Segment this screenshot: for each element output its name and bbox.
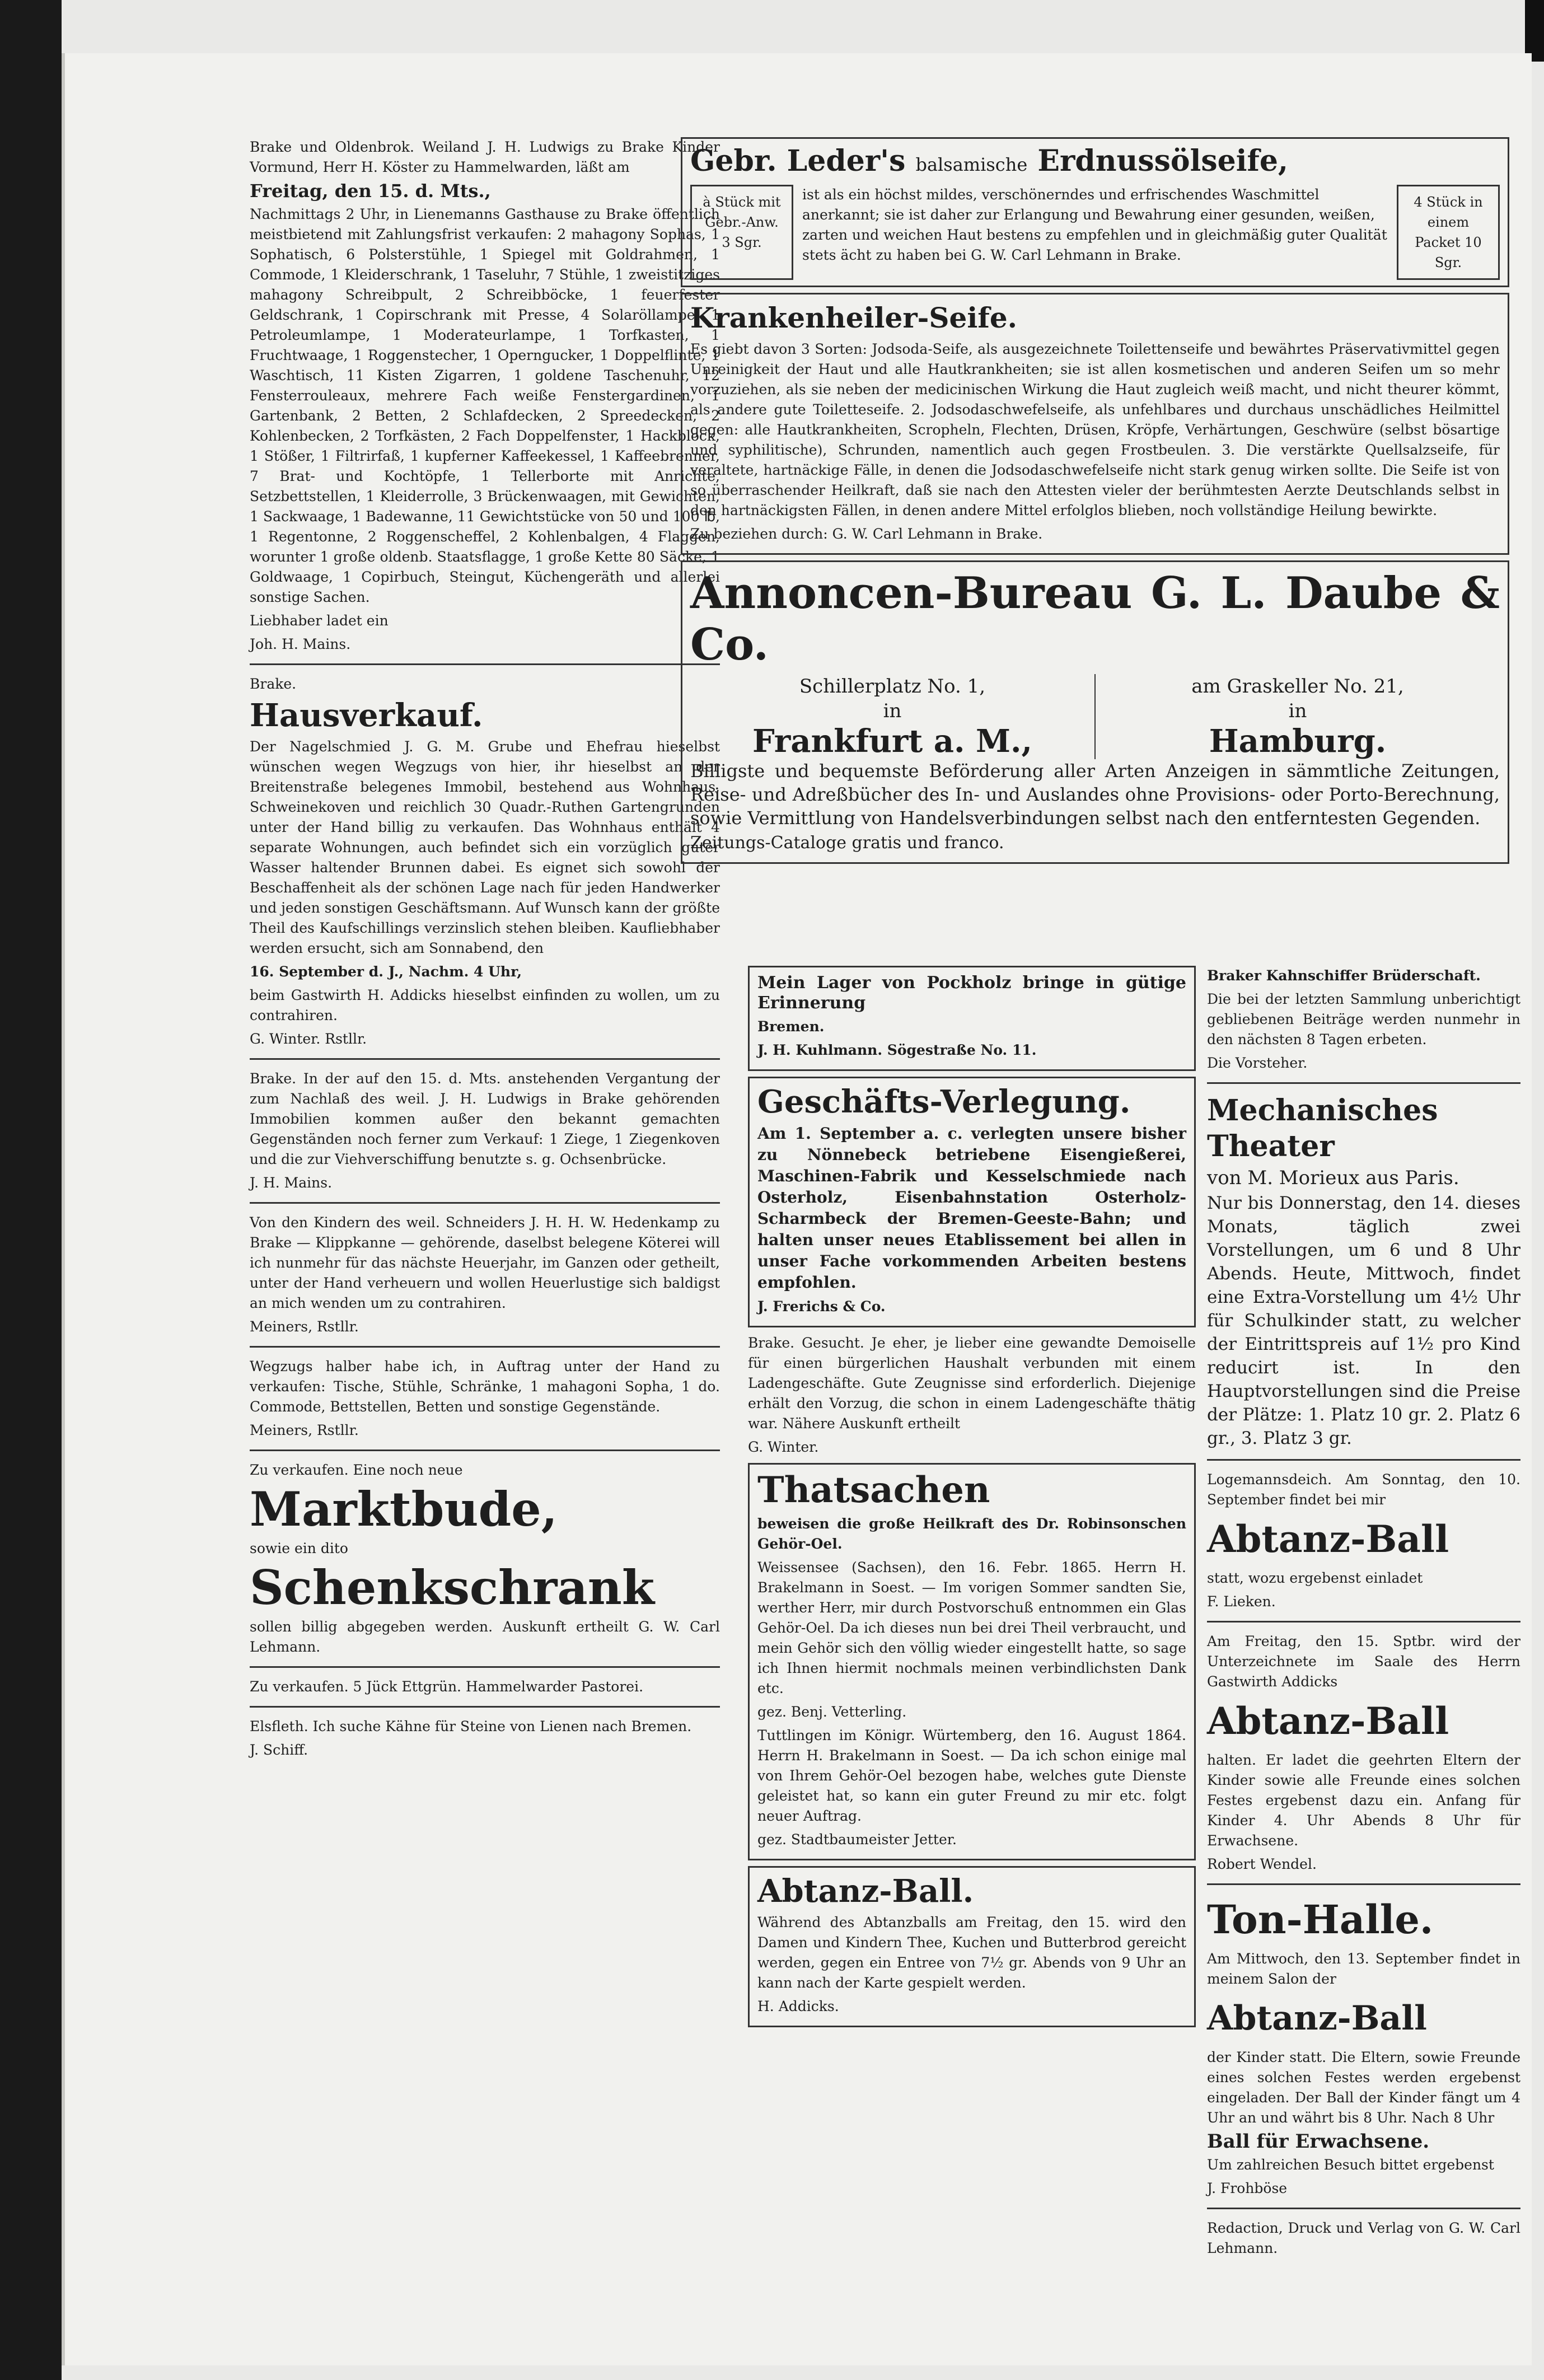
koeterei-body: Von den Kindern des weil. Schneiders J. H. H. W. Hedenkamp zu Brake — Klippkanne — gehörende, daselbst belegene Köterei will ich nunmehr für das nächste Heuerjahr, im Ganzen oder getheilt, unter der Hand verheuern und wollen Heuerlustige sich baldigst an mich wenden um zu contrahiren. bbox=[250, 1214, 720, 1311]
krankenheiler-body: Es giebt davon 3 Sorten: Jodsoda-Seife, als ausgezeichnete Toilettenseife und bewährtes Präservativmittel gegen Unreinigkeit der Haut und alle Hautkrankheiten; sie ist allen kosmetischen und anderen Seifen um so mehr vorzuziehen, als sie neben der medicinischen Wirkung die Haut zugleich weiß macht, und nicht theurer kömmt, als andere gute Toiletteseife. 2. Jodsodaschwefelseife, als unfehlbares und durchaus unschädliches Heilmittel gegen: alle Hautkrankheiten, Scropheln, Flechten, Drüsen, Kröpfe, Verhärtungen, Geschwüre (selbst bösartige und syphilitische), Schrunden, namentlich auch gegen Frostbeulen. 3. Die verstärkte Quellsalzseife, für veraltete, hartnäckige Fälle, in denen die Jodsodaschwefelseife nicht stark genug wirken sollte. Die Seife ist von so überraschender Heilkraft, daß sie nach den Attesten vieler der berühmtesten Aerzte Deutschlands selbst in den hartnäckigsten Fällen, in denen andere Mittel erfolglos blieben, noch vollständige Heilung bewirkte. bbox=[690, 341, 1500, 518]
verlegung-sign: J. Frerichs & Co. bbox=[757, 1298, 886, 1315]
vergantung-body: Brake. In der auf den 15. d. Mts. anstehenden Vergantung der zum Nachlaß des weil. J. H. Ludwigs in Brake gehörenden Immobilien kommen außer den bekannt gemachten Gegenständen noch ferner zum Verkauf: 1 Ziege, 1 Ziegenkoven und die zur Viehverschiffung benutzte s. g. Ochsenbrücke. bbox=[250, 1070, 720, 1167]
krankenheiler-ad bbox=[681, 293, 1509, 555]
elsfleth-body: Elsfleth. Ich suche Kähne für Steine von Lienen nach Bremen. bbox=[250, 1718, 692, 1734]
divider bbox=[250, 1058, 720, 1060]
left-column bbox=[250, 137, 720, 1764]
addicks-body: Während des Abtanzballs am Freitag, den 15. wird den Damen und Kindern Thee, Kuchen und Butterbrod gereicht werden, gegen ein Entree von 7½ gr. Abends von 9 Uhr an kann nach der Karte gespielt werden. bbox=[757, 1914, 1186, 1991]
koeterei-sign: Meiners, Rstllr. bbox=[250, 1318, 359, 1335]
bude-intro: Zu verkaufen. Eine noch neue bbox=[250, 1462, 463, 1478]
addicks-title: Abtanz-Ball. bbox=[757, 1873, 974, 1910]
divider bbox=[1207, 1883, 1520, 1885]
scan-corner bbox=[1525, 0, 1544, 62]
wendel-title: Abtanz-Ball bbox=[1207, 1699, 1449, 1743]
verlegung-title: Geschäfts-Verlegung. bbox=[757, 1083, 1131, 1120]
addicks-sign: H. Addicks. bbox=[757, 1998, 839, 2014]
house-place: Brake. bbox=[250, 676, 297, 692]
thatsachen-body: Weissensee (Sachsen), den 16. Febr. 1865. Herrn H. Brakelmann in Soest. — Im vorigen Sommer sandten Sie, werther Herr, mir durch Postvorschuß entnommen ein Glas Gehör-Oel. Da ich dieses nun bei drei Theil verbraucht, und mein Gehör sich den völlig wieder eingestellt hatte, so sage ich Ihnen hiermit nochmals meinen verbindlichsten Dank etc. bbox=[757, 1559, 1186, 1696]
hamburg-city: Hamburg. bbox=[1209, 723, 1387, 760]
verlegung-ad bbox=[748, 1077, 1196, 1327]
divider bbox=[1207, 1082, 1520, 1084]
divider bbox=[250, 1449, 720, 1451]
pockholz-city: Bremen. bbox=[757, 1018, 825, 1035]
soap-title-c: Erdnussölseife, bbox=[1037, 144, 1289, 178]
bude-title: Marktbude, bbox=[250, 1481, 558, 1537]
theater-sub: von M. Morieux aus Paris. bbox=[1207, 1167, 1459, 1189]
krankenheiler-title: Krankenheiler-Seife. bbox=[690, 301, 1018, 334]
annoncen-ad bbox=[681, 560, 1509, 864]
ettgruen: Zu verkaufen. 5 Jück Ettgrün. Hammelwarder Pastorei. bbox=[250, 1678, 644, 1695]
wendel-sign: Robert Wendel. bbox=[1207, 1856, 1317, 1872]
soap-body: ist als ein höchst mildes, verschönerndes und erfrischendes Waschmittel anerkannt; sie ist daher zur Erlangung und Bewahrung einer gesunden, weißen, zarten und weichen Haut bestens zu empfehlen und in gleichmäßig guter Qualität stets ächt zu haben bei G. W. Carl Lehmann in Brake. bbox=[802, 186, 1387, 263]
annoncen-body: Billigste und bequemste Beförderung aller Arten Anzeigen in sämmtliche Zeitungen, Reise- und Adreßbücher des In- und Auslandes ohne Provisions- oder Porto-Berechnung, sowie Vermittlung von Handelsverbindungen selbst nach den entferntesten Gegenden. bbox=[690, 760, 1500, 829]
auction-intro: Brake und Oldenbrok. Weiland J. H. Ludwigs zu Brake Kinder Vormund, Herr H. Köster zu Hammelwarden, läßt am bbox=[250, 139, 720, 175]
logemann-body: statt, wozu ergebenst einladet bbox=[1207, 1570, 1423, 1586]
logemann-sign: F. Lieken. bbox=[1207, 1593, 1276, 1610]
thatsachen-sign2: gez. Stadtbaumeister Jetter. bbox=[757, 1831, 957, 1848]
addicks-ad bbox=[748, 1866, 1196, 2027]
frankfurt-city: Frankfurt a. M., bbox=[752, 723, 1032, 760]
bude-body: sollen billig abgegeben werden. Auskunft ertheilt G. W. Carl Lehmann. bbox=[250, 1619, 720, 1655]
schrank-title: Schenkschrank bbox=[250, 1560, 655, 1615]
annoncen-frankfurt bbox=[690, 674, 1094, 759]
thatsachen-ad bbox=[748, 1463, 1196, 1860]
auction-items: Nachmittags 2 Uhr, in Lienemanns Gasthause zu Brake öffentlich meistbietend mit Zahlungsfrist verkaufen: 2 mahagony Sophas, 1 Sophatisch, 6 Polsterstühle, 1 Spiegel mit Goldrahmen, 1 Commode, 1 Kleiderschrank, 1 Taseluhr, 7 Stühle, 1 zweistitziges mahagony Schreibpult, 2 Schreibböcke, 1 feuerfester Geldschrank, 1 Copirschrank mit Presse, 4 Solaröllampe, 1 Petroleumlampe, 1 Moderateurlampe, 1 Torfkasten, 1 Fruchtwaage, 1 Roggenstecher, 1 Operngucker, 1 Doppelflinte, 1 Waschtisch, 11 Kisten Zigarren, 1 goldene Taschenuhr, 12 Fensterrouleaux, mehrere Fach weiße Fenstergardinen, 1 Gartenbank, 2 Betten, 2 Schlafdecken, 2 Spreedecken, 2 Kohlenbecken, 2 Torfkästen, 2 Fach Doppelfenster, 1 Hackblock, 1 Stößer, 1 Filtrirfaß, 1 kupferner Kaffeekessel, 1 Kaffeebrenner, 7 Brat- und Kochtöpfe, 1 Tellerborte mit Anrichte, Setzbettstellen, 1 Kleiderrolle, 3 Brückenwaagen, mit Gewichten, 1 Sackwaage, 1 Badewanne, 11 Gewichtstücke von 50 und 100 ℔, 1 Regentonne, 2 Roggenscheffel, 2 Kohlenbalgen, 4 Flaggen, worunter 1 große oldenb. Staatsflagge, 1 große Kette 80 Säcke, 1 Goldwaage, 1 Copirbuch, Steingut, Küchengeräth und allerlei sonstige Sachen. bbox=[250, 206, 720, 605]
theater-body: Nur bis Donnerstag, den 14. dieses Monats, täglich zwei Vorstellungen, um 6 und 8 Uhr Abends. Heute, Mittwoch, findet eine Extra-Vorstellung um 4½ Uhr für Schulkinder statt, zu welcher der Eintrittspreis auf 1½ pro Kind reducirt ist. In den Hauptvorstellungen sind die Preise der Plätze: 1. Platz 10 gr. 2. Platz 6 gr., 3. Platz 3 gr. bbox=[1207, 1193, 1520, 1448]
newspaper-page bbox=[62, 53, 1532, 2365]
auction-date: Freitag, den 15. d. Mts., bbox=[250, 180, 491, 202]
hamburg-addr: am Graskeller No. 21, bbox=[1191, 675, 1404, 698]
thatsachen-sub: beweisen die große Heilkraft des Dr. Robinsonschen Gehör-Oel. bbox=[757, 1516, 1186, 1552]
krankenheiler-sign: Zu beziehen durch: G. W. Carl Lehmann in Brake. bbox=[690, 526, 1043, 542]
tonhalle-body: der Kinder statt. Die Eltern, sowie Freunde eines solchen Festes werden ergebenst eingeladen. Der Ball der Kinder fängt um 4 Uhr an und währt bis 8 Uhr. Nach 8 Uhr bbox=[1207, 2049, 1520, 2126]
kahnschiffer-title: Braker Kahnschiffer Brüderschaft. bbox=[1207, 967, 1481, 984]
verlegung-body: Am 1. September a. c. verlegten unsere bisher zu Nönnebeck betriebene Eisengießerei, Maschinen-Fabrik und Kesselschmiede nach Osterholz, Eisenbahnstation Osterholz-Scharmbeck der Bremen-Geeste-Bahn; und halten unser neues Etablissement bei allen in unser Fache vorkommenden Arbeiten bestens empfohlen. bbox=[757, 1124, 1186, 1292]
soap-title-b: balsamische bbox=[915, 154, 1028, 175]
thatsachen-sign: gez. Benj. Vetterling. bbox=[757, 1704, 907, 1720]
kahnschiffer-sign: Die Vorsteher. bbox=[1207, 1055, 1308, 1071]
wendel-intro: Am Freitag, den 15. Sptbr. wird der Unterzeichnete im Saale des Herrn Gastwirth Addicks bbox=[1207, 1633, 1520, 1690]
elsfleth-sign: J. Schiff. bbox=[250, 1742, 308, 1758]
gesucht-sign: G. Winter. bbox=[748, 1439, 819, 1455]
top-ads bbox=[681, 137, 1509, 864]
annoncen-sign: Zeitungs-Cataloge gratis und franco. bbox=[690, 833, 1004, 853]
house-sign: G. Winter. Rstllr. bbox=[250, 1031, 367, 1047]
divider bbox=[250, 1202, 720, 1204]
auction-invite: Liebhaber ladet ein bbox=[250, 612, 389, 629]
auction-sign: Joh. H. Mains. bbox=[250, 636, 351, 652]
right-column bbox=[1207, 966, 1520, 2262]
tonhalle-ball: Abtanz-Ball bbox=[1207, 1999, 1427, 2038]
logemann-intro: Logemannsdeich. Am Sonntag, den 10. September findet bei mir bbox=[1207, 1471, 1520, 1508]
tonhalle-adult: Ball für Erwachsene. bbox=[1207, 2130, 1430, 2153]
hamburg-in: in bbox=[1288, 700, 1307, 722]
house-body: Der Nagelschmied J. G. M. Grube und Ehefrau hieselbst wünschen wegen Wegzugs von hier, ihr hieselbst an der Breitenstraße belegenes Immobil, bestehend aus Wohnhaus, Schweinekoven und reichlich 30 Quadr.-Ruthen Gartengrunden unter der Hand billig zu verkaufen. Das Wohnhaus enthält 4 separate Wohnungen, auch befindet sich ein vorzüglich guter Wasser haltender Brunnen dabei. Es eignet sich sowohl der Beschaffenheit als der schönen Lage nach für jeden Handwerker und jeden sonstigen Geschäftsmann. Auf Wunsch kann der größte Theil des Kaufschillings verzinslich stehen bleiben. Kaufliebhaber werden ersucht, sich am Sonnabend, den bbox=[250, 738, 720, 956]
divider bbox=[250, 1706, 720, 1708]
soap-ad bbox=[681, 137, 1509, 287]
scan-margin bbox=[0, 0, 62, 2380]
divider bbox=[1207, 1621, 1520, 1622]
divider bbox=[1207, 2208, 1520, 2209]
thatsachen-body2: Tuttlingen im Königr. Würtemberg, den 16. August 1864. Herrn H. Brakelmann in Soest. — Da ich schon einige mal von Ihrem Gehör-Oel bezogen habe, welches gute Dienste geleistet hat, so kann ein guter Freund zu mir etc. folgt neuer Auftrag. bbox=[757, 1727, 1186, 1824]
divider bbox=[250, 1346, 720, 1348]
frankfurt-in: in bbox=[883, 700, 902, 722]
kahnschiffer-body: Die bei der letzten Sammlung unberichtigt gebliebenen Beiträge werden nunmehr in den nächsten 8 Tagen erbeten. bbox=[1207, 991, 1520, 1048]
house-title: Hausverkauf. bbox=[250, 697, 483, 734]
annoncen-hamburg bbox=[1094, 674, 1500, 759]
soap-price-right: 4 Stück in einem Packet 10 Sgr. bbox=[1397, 185, 1500, 280]
divider bbox=[250, 1666, 720, 1668]
annoncen-title: Annoncen-Bureau G. L. Daube & Co. bbox=[690, 568, 1500, 670]
logemann-title: Abtanz-Ball bbox=[1207, 1517, 1449, 1561]
divider bbox=[1207, 1459, 1520, 1461]
middle-column bbox=[748, 966, 1196, 2027]
soap-price-left: à Stück mit Gebr.-Anw. 3 Sgr. bbox=[690, 185, 793, 280]
imprint: Redaction, Druck und Verlag von G. W. Carl Lehmann. bbox=[1207, 2220, 1520, 2256]
tonhalle-sign: J. Frohböse bbox=[1207, 2180, 1288, 2196]
wegzug-body: Wegzugs halber habe ich, in Auftrag unter der Hand zu verkaufen: Tische, Stühle, Schränke, 1 mahagoni Sopha, 1 do. Commode, Bettstellen, Betten und sonstige Gegenstände. bbox=[250, 1358, 720, 1415]
soap-title-a: Gebr. Leder's bbox=[690, 144, 906, 178]
tonhalle-invite: Um zahlreichen Besuch bittet ergebenst bbox=[1207, 2157, 1494, 2173]
pockholz-body: Mein Lager von Pockholz bringe in gütige Erinnerung bbox=[757, 973, 1186, 1013]
house-body2: beim Gastwirth H. Addicks hieselbst einfinden zu wollen, um zu contrahiren. bbox=[250, 987, 720, 1023]
pockholz-ad bbox=[748, 966, 1196, 1071]
divider bbox=[250, 663, 720, 665]
wegzug-sign: Meiners, Rstllr. bbox=[250, 1422, 359, 1438]
pockholz-sign: J. H. Kuhlmann. Sögestraße No. 11. bbox=[757, 1042, 1037, 1058]
bude-sub: sowie ein dito bbox=[250, 1540, 348, 1556]
theater-title: Mechanisches Theater bbox=[1207, 1093, 1438, 1163]
thatsachen-title: Thatsachen bbox=[757, 1469, 990, 1511]
vergantung-sign: J. H. Mains. bbox=[250, 1175, 333, 1191]
wendel-body: halten. Er ladet die geehrten Eltern der Kinder sowie alle Freunde eines solchen Festes ergebenst dazu ein. Anfang für Kinder 4. Uhr Abends 8 Uhr für Erwachsene. bbox=[1207, 1752, 1520, 1849]
tonhalle-title: Ton-Halle. bbox=[1207, 1896, 1434, 1943]
gesucht-body: Brake. Gesucht. Je eher, je lieber eine gewandte Demoiselle für einen bürgerlichen Haushalt verbunden mit einem Ladengeschäfte. Gute Zeugnisse sind erforderlich. Diejenige erhält den Vorzug, die schon in einem Ladengeschäfte thätig war. Nähere Auskunft ertheilt bbox=[748, 1335, 1196, 1432]
frankfurt-addr: Schillerplatz No. 1, bbox=[799, 675, 986, 698]
house-date: 16. September d. J., Nachm. 4 Uhr, bbox=[250, 964, 522, 980]
tonhalle-intro: Am Mittwoch, den 13. September findet in meinem Salon der bbox=[1207, 1951, 1520, 1987]
